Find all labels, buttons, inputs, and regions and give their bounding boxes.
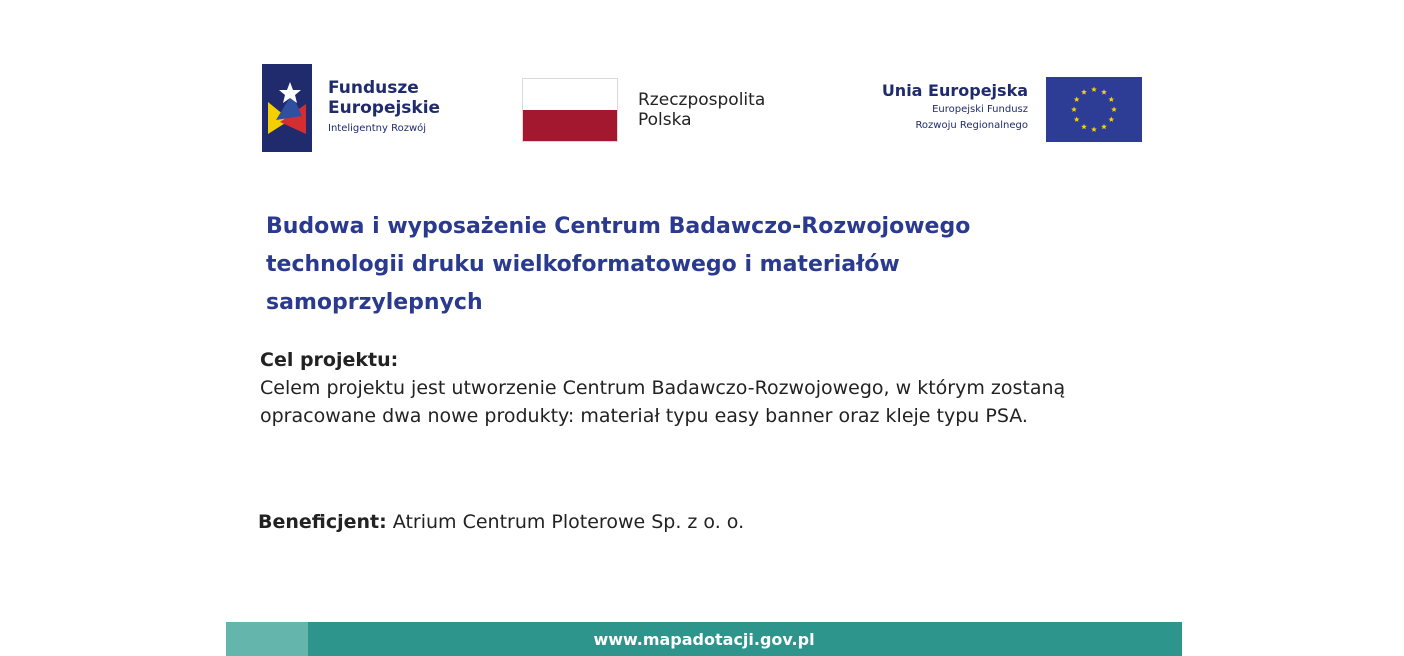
unia-europejska-logo bbox=[850, 77, 1150, 147]
unia-text bbox=[882, 81, 1028, 133]
rzeczpospolita-polska-logo bbox=[522, 78, 812, 144]
rzeczpospolita-line1: Rzeczpospolita bbox=[638, 90, 766, 110]
unia-title: Unia Europejska bbox=[881, 81, 1028, 100]
project-title: Budowa i wyposażenie Centrum Badawczo-Rozwojowego technologii druku wielkoformatowego i materiałów samoprzylepnych bbox=[266, 214, 971, 315]
goal-text: Celem projektu jest utworzenie Centrum Badawczo-Rozwojowego, w którym zostaną opracowane dwa nowe produkty: materiał typu easy banner oraz kleje typu PSA. bbox=[260, 377, 1066, 427]
eu-flag-icon bbox=[1046, 77, 1142, 142]
footer-url[interactable]: www.mapadotacji.gov.pl bbox=[593, 630, 815, 649]
fundusze-subtitle: Inteligentny Rozwój bbox=[328, 123, 427, 134]
rzeczpospolita-text bbox=[638, 90, 765, 130]
rzeczpospolita-line2: Polska bbox=[638, 110, 692, 130]
beneficiary-label: Beneficjent: bbox=[258, 511, 387, 533]
fundusze-title-line1: Fundusze bbox=[328, 78, 419, 98]
beneficiary-value: Atrium Centrum Ploterowe Sp. z o. o. bbox=[392, 511, 745, 533]
polish-flag-icon bbox=[522, 78, 618, 142]
footer-bar bbox=[226, 622, 1182, 656]
fundusze-title-line2: Europejskie bbox=[328, 98, 441, 118]
fundusze-europejskie-logo bbox=[262, 64, 492, 154]
goal-label: Cel projektu: bbox=[260, 349, 399, 371]
fundusze-text bbox=[328, 78, 440, 136]
fundusze-europejskie-emblem-icon bbox=[262, 64, 312, 152]
unia-subtitle-line2: Rozwoju Regionalnego bbox=[915, 120, 1028, 131]
unia-subtitle-line1: Europejski Fundusz bbox=[932, 104, 1028, 115]
beneficiary bbox=[258, 508, 744, 536]
project-goal bbox=[260, 346, 1120, 430]
